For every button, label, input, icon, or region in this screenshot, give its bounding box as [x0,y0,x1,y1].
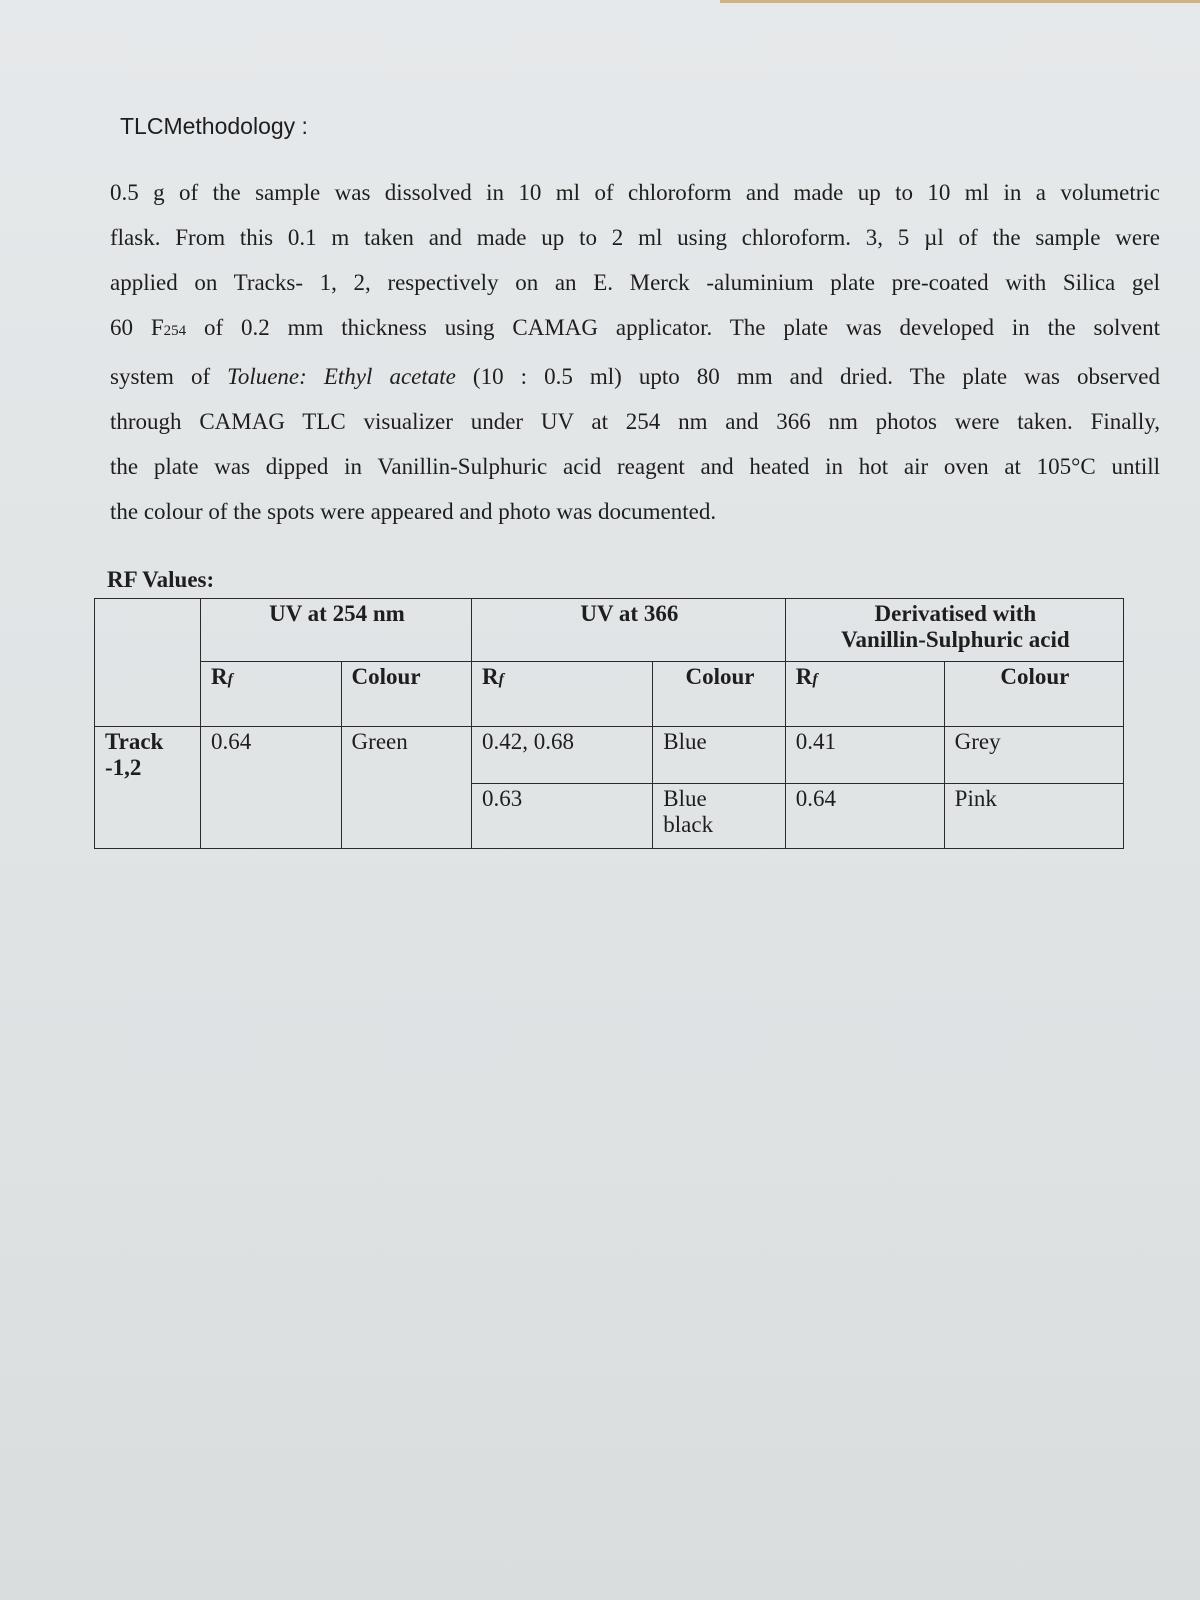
cell-uv366-colour: Blue [653,727,785,784]
rf-symbol: R [795,664,813,689]
paragraph-line [110,354,1160,399]
paragraph-line: through CAMAG TLC visualizer under UV at 254 nm and 366 nm photos were taken. Finally, [110,409,1160,434]
table-cell-empty [95,599,201,662]
table-row [95,783,1124,848]
cell-uv254-colour: Green [341,727,471,784]
subheader-rf [785,662,944,727]
cell-uv254-rf: 0.64 [200,727,341,784]
methodology-paragraph [110,170,1160,534]
header-uv-366: UV at 366 [471,599,785,662]
cell-uv254-rf [200,783,341,848]
cell-uv366-colour [653,783,785,848]
table-subheader-row [95,662,1124,727]
cell-deriv-rf: 0.64 [785,783,944,848]
page-edge [720,0,1200,3]
paragraph-line: flask. From this 0.1 m taken and made up to 2 ml using chloroform. 3, 5 µl of the sample were [110,225,1160,250]
subheader-colour: Colour [653,662,785,727]
rf-subscript: f [498,671,504,688]
rf-symbol: R [481,664,499,689]
cell-uv366-rf: 0.63 [471,783,652,848]
track-label-line2: -1,2 [105,755,142,780]
cell-uv366-colour-line2: black [663,811,714,837]
rf-values-title: RF Values: [107,567,215,592]
cell-deriv-colour: Grey [944,727,1123,784]
cell-uv366-colour-line1: Blue [663,785,707,811]
rf-symbol: R [210,664,228,689]
subheader-rf [471,662,652,727]
rf-values-table [94,598,1124,849]
cell-deriv-colour: Pink [944,783,1123,848]
cell-uv366-rf: 0.42, 0.68 [471,727,652,784]
paragraph-text: (10 : 0.5 ml) upto 80 mm and dried. The plate was observed [455,364,1160,389]
paragraph-line: the plate was dipped in Vanillin-Sulphuric acid reagent and heated in hot air oven at 105°C untill [110,454,1160,479]
rf-subscript: f [812,671,818,688]
page-heading: TLCMethodology : [120,113,308,139]
subscript-254: 254 [163,323,187,339]
header-derivatised [785,599,1123,662]
subheader-rf [200,662,341,727]
paragraph-text: 60 F [110,315,164,340]
paragraph-line: the colour of the spots were appeared and photo was documented. [110,499,717,524]
subheader-colour: Colour [341,662,471,727]
paragraph-text: of 0.2 mm thickness using CAMAG applicator. The plate was developed in the solvent [186,315,1160,340]
paragraph-line: 0.5 g of the sample was dissolved in 10 ml of chloroform and made up to 10 ml in a volumetric [110,180,1160,205]
rf-subscript: f [227,671,233,688]
table-cell-empty [95,783,201,848]
paragraph-line [110,305,1160,354]
paragraph-line: applied on Tracks- 1, 2, respectively on an E. Merck -aluminium plate pre-coated with Silica gel [110,270,1160,295]
table-cell-empty [95,662,201,727]
table-row [95,727,1124,784]
header-uv-254: UV at 254 nm [200,599,471,662]
track-label-line1: Track [105,729,164,754]
paragraph-text: system of [110,364,228,389]
subheader-colour: Colour [944,662,1123,727]
header-derivatised-line1: Derivatised with [874,601,1037,626]
table-header-row [95,599,1124,662]
cell-uv254-colour [341,783,471,848]
track-label [95,727,201,784]
cell-deriv-rf: 0.41 [785,727,944,784]
header-derivatised-line2: Vanillin-Sulphuric acid [841,627,1070,652]
solvent-name: Toluene: Ethyl acetate [227,364,456,389]
